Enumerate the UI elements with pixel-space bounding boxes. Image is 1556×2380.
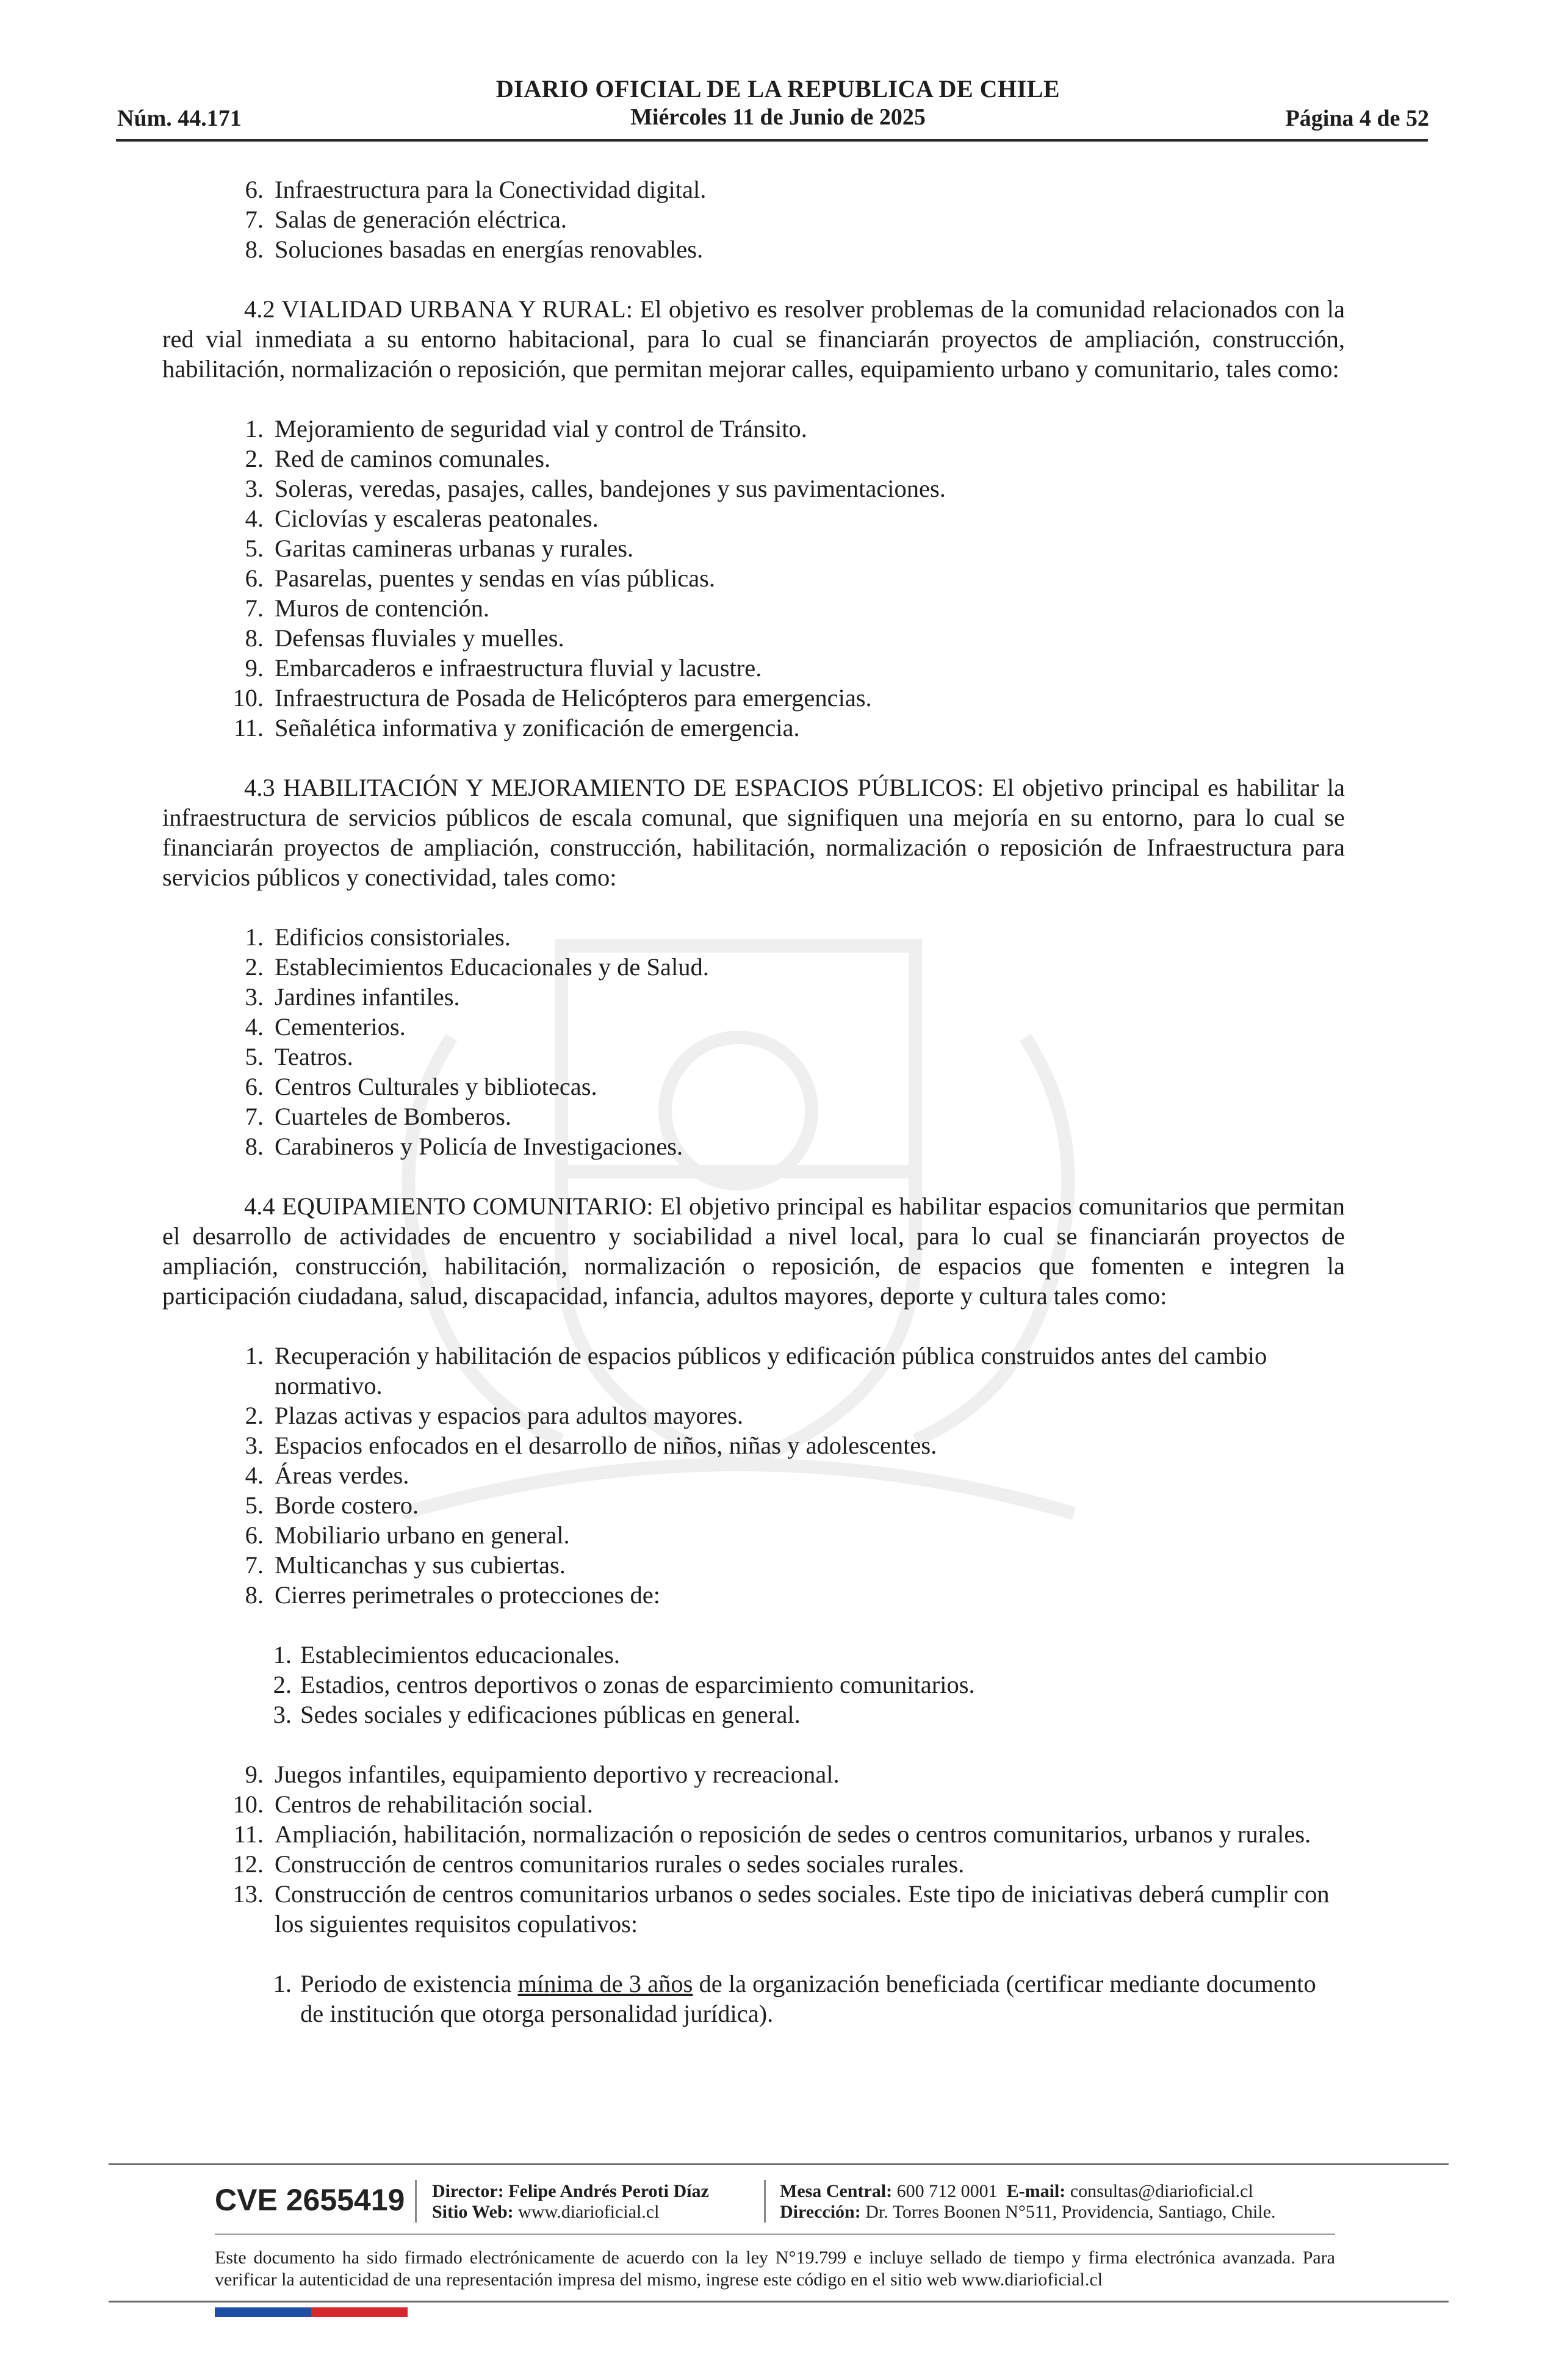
list-item: 7. Cuarteles de Bomberos. [245,1103,512,1130]
list-vialidad [155,414,1345,743]
list-cierres-perimetrales [265,1640,1345,1729]
list-item: 1. Establecimientos educacionales. [273,1641,621,1668]
footer-separator [764,2180,766,2223]
list-item: 7. Muros de contención. [245,594,490,622]
list-item: 4. Ciclovías y escaleras peatonales. [245,505,599,532]
list-item: 11. Señalética informativa y zonificación de emergencia. [233,714,800,741]
list-item: 8. Soluciones basadas en energías renovables. [245,236,704,263]
list-item: 6. Infraestructura para la Conectividad digital. [245,176,707,203]
list-item: 8. Defensas fluviales y muelles. [245,624,564,652]
list-item: 3. Espacios enfocados en el desarrollo de niños, niñas y adolescentes. [245,1432,937,1459]
list-item: 1. Recuperación y habilitación de espacios públicos y edificación pública construidos antes del cambio normativo. [245,1342,1267,1399]
list-infraestructura [155,175,1345,264]
list-item: 5. Garitas camineras urbanas y rurales. [245,535,634,562]
list-item: 1. Mejoramiento de seguridad vial y control de Tránsito. [245,415,807,442]
gazette-title: DIARIO OFICIAL DE LA REPUBLICA DE CHILE [495,75,1061,103]
list-item: 5. Borde costero. [245,1491,419,1519]
director-line: Director: Felipe Andrés Peroti Díaz [432,2181,709,2201]
page-number: Página 4 de 52 [1285,106,1429,131]
footer-divider-middle [215,2234,1335,2235]
list-item: 9. Embarcaderos e infraestructura fluvial y lacustre. [245,654,762,682]
list-item: 2. Plazas activas y espacios para adultos mayores. [245,1402,744,1429]
list-requisitos [265,1969,1345,2028]
section-4-2-paragraph: 4.2 VIALIDAD URBANA Y RURAL: El objetivo es resolver problemas de la comunidad relacionados con la red vial inmediata a su entorno habitacional, para lo cual se financiarán proyectos de ampliación, construcción, habilitación, normalización o reposición, que permitan mejorar calles, equipamiento urbano y comunitario, tales como: [162,295,1345,383]
cve-code: CVE 2655419 [215,2183,405,2217]
legal-notice: Este documento ha sido firmado electrónicamente de acuerdo con la ley N°19.799 e incluye sellado de tiempo y firma electrónica avanzada. Para verificar la autenticidad de una representación impresa del mismo, ingrese este código en el sitio web www.diarioficial.cl [215,2248,1335,2290]
address-line: Dirección: Dr. Torres Boonen N°511, Providencia, Santiago, Chile. [780,2202,1276,2222]
list-item: 3. Soleras, veredas, pasajes, calles, bandejones y sus pavimentaciones. [245,475,946,502]
list-item: 6. Pasarelas, puentes y sendas en vías públicas. [245,564,716,592]
list-item: 3. Sedes sociales y edificaciones públicas en general. [273,1701,801,1728]
list-item: 9. Juegos infantiles, equipamiento deportivo y recreacional. [245,1761,840,1788]
website-line: Sitio Web: www.diarioficial.cl [432,2202,660,2222]
list-espacios-publicos [155,922,1345,1161]
contact-line: Mesa Central: 600 712 0001 E-mail: consultas@diarioficial.cl [780,2181,1253,2201]
list-item: 7. Multicanchas y sus cubiertas. [245,1551,566,1579]
list-item: 4. Áreas verdes. [245,1462,409,1489]
section-4-3-paragraph: 4.3 HABILITACIÓN Y MEJORAMIENTO DE ESPACIOS PÚBLICOS: El objetivo principal es habilitar la infraestructura de servicios públicos de escala comunal, que signifiquen una mejoría en su entorno, para lo cual se financiarán proyectos de ampliación, construcción, habilitación, normalización o reposición de Infraestructura para servicios públicos y conectividad, tales como: [162,774,1345,891]
issue-number: Núm. 44.171 [117,106,242,131]
footer-separator [415,2180,417,2223]
list-item: 7. Salas de generación eléctrica. [245,206,567,233]
underlined-text: mínima de 3 años [517,1970,693,1997]
flag-stripe-blue [215,2307,311,2317]
document-body [162,175,1345,2028]
list-item: 12. Construcción de centros comunitarios rurales o sedes sociales rurales. [232,1850,965,1878]
flag-stripe-red [311,2307,408,2317]
list-item: 2. Estadios, centros deportivos o zonas de esparcimiento comunitarios. [273,1671,975,1698]
list-item: 5. Teatros. [245,1043,353,1070]
website-link[interactable]: www.diarioficial.cl [518,2202,660,2222]
section-4-4-paragraph: 4.4 EQUIPAMIENTO COMUNITARIO: El objetivo principal es habilitar espacios comunitarios que permitan el desarrollo de actividades de encuentro y sociabilidad a nivel local, para lo cual se financiarán proyectos de ampliación, construcción, habilitación, normalización o reposición, de espacios que fomenten e integren la participación ciudadana, salud, discapacidad, infancia, adultos mayores, deporte y cultura tales como: [162,1192,1345,1310]
list-item: 6. Centros Culturales y bibliotecas. [245,1073,597,1100]
list-item: 1. Edificios consistoriales. [245,923,511,951]
list-equipamiento [155,1341,1345,1610]
list-item: 13. Construcción de centros comunitarios urbanos o sedes sociales. Este tipo de iniciativas deberá cumplir con los siguientes requisitos copulativos: [232,1880,1330,1938]
list-item: 2. Establecimientos Educacionales y de Salud. [245,953,709,981]
list-item: 2. Red de caminos comunales. [245,445,551,472]
list-item: 10. Infraestructura de Posada de Helicópteros para emergencias. [232,684,872,712]
list-item: 10. Centros de rehabilitación social. [232,1790,593,1818]
list-equipamiento-cont [155,1759,1345,1939]
footer-divider-top [109,2163,1449,2165]
list-item: 8. Cierres perimetrales o protecciones de: [245,1581,660,1609]
list-item: 3. Jardines infantiles. [245,983,460,1011]
footer-divider-bottom [109,2301,1449,2302]
header-divider [116,139,1428,142]
list-item: 4. Cementerios. [245,1013,406,1040]
list-item: 11. Ampliación, habilitación, normalización o reposición de sedes o centros comunitarios, urbanos y rurales. [233,1820,1311,1848]
email-link[interactable]: consultas@diarioficial.cl [1070,2181,1253,2201]
list-item: 6. Mobiliario urbano en general. [245,1521,570,1549]
list-item: 1. Periodo de existencia mínima de 3 años de la organización beneficiada (certificar mediante documento de institución que otorga personalidad jurídica). [273,1970,1316,2027]
issue-date: Miércoles 11 de Junio de 2025 [630,104,926,130]
list-item: 8. Carabineros y Policía de Investigaciones. [245,1133,683,1160]
